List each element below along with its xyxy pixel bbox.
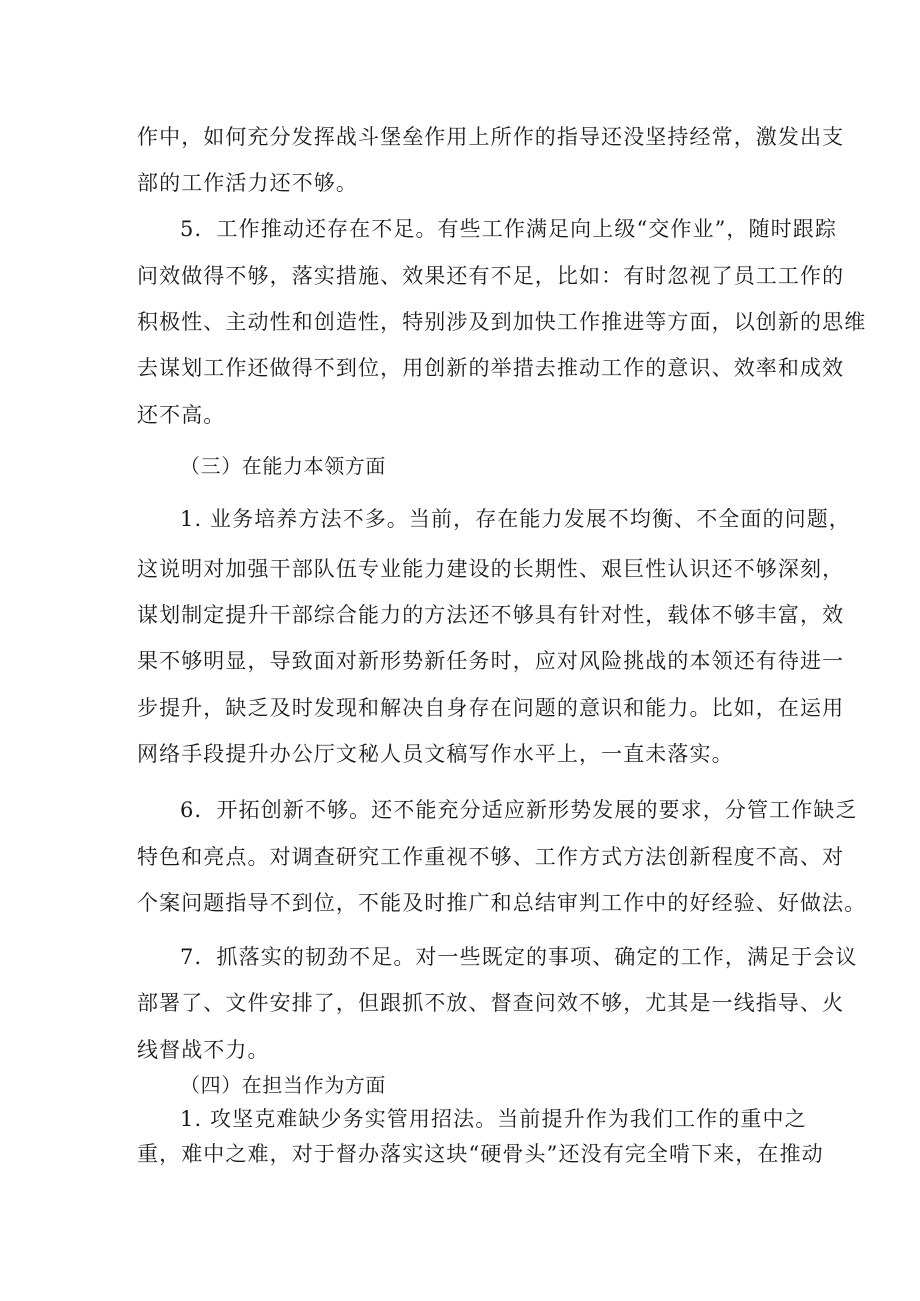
text-line: 步提升，缺乏及时发现和解决自身存在问题的意识和能力。比如，在运用	[137, 696, 845, 720]
text-line: 这说明对加强干部队伍专业能力建设的长期性、艰巨性认识还不够深刻，	[137, 557, 845, 581]
text-line: 个案问题指导不到位，不能及时推广和总结审判工作中的好经验、好做法。	[137, 891, 867, 915]
text-line: 5．工作推动还存在不足。有些工作满足向上级“交作业”，随时跟踪	[180, 217, 837, 241]
section-heading: （三）在能力本领方面	[180, 454, 386, 478]
text-line: 去谋划工作还做得不到位，用创新的举措去推动工作的意识、效率和成效	[137, 356, 845, 380]
text-line: 1. 攻坚克难缺少务实管用招法。当前提升作为我们工作的重中之	[180, 1107, 807, 1131]
text-line: 问效做得不够，落实措施、效果还有不足，比如：有时忽视了员工工作的	[137, 264, 845, 288]
text-line: 网络手段提升办公厅文秘人员文稿写作水平上，一直未落实。	[137, 742, 734, 766]
text-line: 还不高。	[137, 403, 226, 427]
text-line: 特色和亮点。对调查研究工作重视不够、工作方式方法创新程度不高、对	[137, 845, 845, 869]
section-heading: （四）在担当作为方面	[180, 1073, 386, 1097]
text-line: 重，难中之难，对于督办落实这块“硬骨头”还没有完全啃下来，在推动	[137, 1142, 824, 1166]
text-line: 积极性、主动性和创造性，特别涉及到加快工作推进等方面，以创新的思维	[137, 310, 867, 334]
text-line: 线督战不力。	[137, 1038, 270, 1062]
text-line: 谋划制定提升干部综合能力的方法还不够具有针对性，载体不够丰富，效	[137, 603, 845, 627]
text-line: 部署了、文件安排了，但跟抓不放、督查问效不够，尤其是一线指导、火	[137, 991, 845, 1015]
text-line: 果不够明显，导致面对新形势新任务时，应对风险挑战的本领还有待进一	[137, 649, 845, 673]
text-line: 7．抓落实的韧劲不足。对一些既定的事项、确定的工作，满足于会议	[180, 945, 858, 969]
text-line: 作中，如何充分发挥战斗堡垒作用上所作的指导还没坚持经常，激发出支	[137, 125, 845, 149]
text-line: 1. 业务培养方法不多。当前，存在能力发展不均衡、不全面的问题，	[180, 507, 851, 531]
text-line: 部的工作活力还不够。	[137, 171, 358, 195]
text-line: 6．开拓创新不够。还不能充分适应新形势发展的要求，分管工作缺乏	[180, 798, 858, 822]
